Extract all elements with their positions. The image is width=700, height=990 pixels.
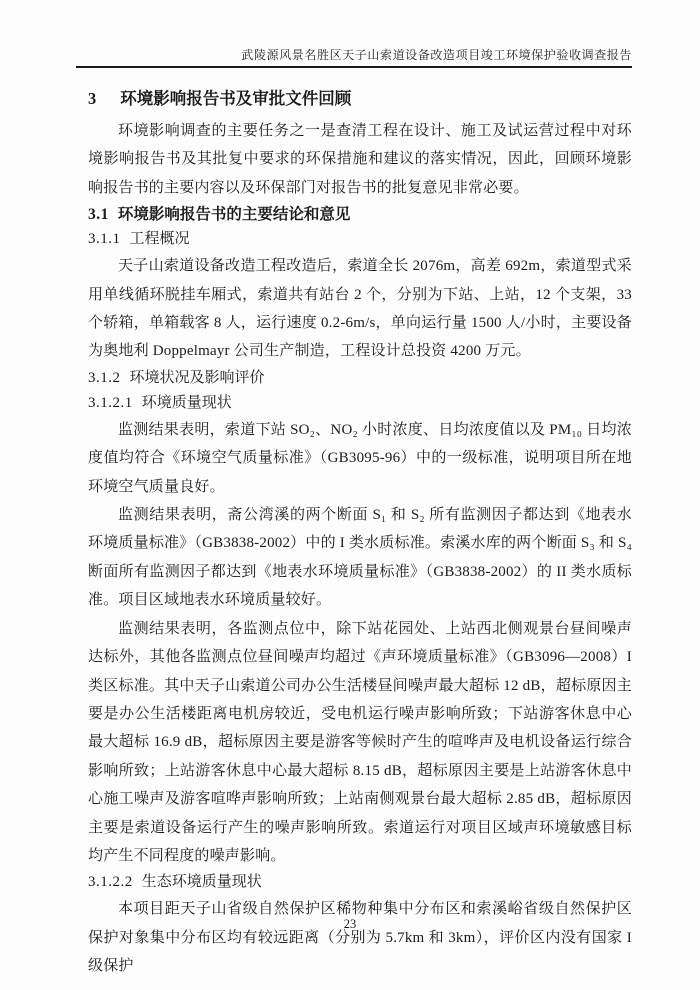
chapter-number: 3 [88, 89, 97, 108]
document-body [88, 87, 632, 981]
chapter-heading [88, 87, 632, 111]
section-3-1-2-2-title: 生态环境质量现状 [141, 874, 262, 891]
section-3-1-2-1-title: 环境质量现状 [141, 394, 232, 411]
ecology-paragraph: 本项目距天子山省级自然保护区稀物种集中分布区和索溪峪省级自然保护区保护对象集中分布区均有较远距离（分别为 5.7km 和 3km），评价区内没有国家 I 级保护 [88, 901, 632, 975]
section-3-1-2-1-number: 3.1.2.1 [88, 394, 133, 411]
section-3-1-title: 环境影响报告书的主要结论和意见 [117, 206, 351, 224]
section-heading-3-1-1 [88, 227, 632, 252]
section-heading-3-1-2-2 [88, 870, 632, 895]
running-header [88, 48, 632, 68]
surface-water-paragraph: 监测结果表明，斋公湾溪的两个断面 S₁ 和 S₂ 所有监测因子都达到《地表水环境质量标准》（GB3838-2002）中的 I 类水质标准。索溪水库的两个断面 S₃ 和 S₄ 断面所有监测因子都达到《地表水环境质量标准》（GB3838-2002）的 II 类水质标准。项目区域地表水环境质量较好。 [88, 507, 632, 609]
header-rule [76, 66, 632, 68]
section-3-1-2-number: 3.1.2 [88, 369, 121, 386]
section-3-1-1-title: 工程概况 [129, 231, 190, 248]
section-3-1-number: 3.1 [88, 206, 109, 224]
section-heading-3-1-2-1 [88, 391, 632, 416]
noise-paragraph: 监测结果表明，各监测点位中，除下站花园处、上站西北侧观景台昼间噪声达标外，其他各监测点位昼间噪声均超过《声环境质量标准》（GB3096—2008）I 类区标准。其中天子山索道公司办公生活楼昼间噪声最大超标 12 dB，超标原因主要是办公生活楼距离电机房较近，受电机运行噪声影响所致；下站游客休息中心最大超标 16.9 dB，超标原因主要是游客等候时产生的喧哗声及电机设备运行综合影响所致；上站游客休息中心最大超标 8.15 dB，超标原因主要是上站游客休息中心施工噪声及游客喧哗声影响所致；上站南侧观景台最大超标 2.85 dB，超标原因主要是索道设备运行产生的噪声影响所致。索道运行对项目区域声环境敏感目标均产生不同程度的噪声影响。 [88, 620, 632, 864]
air-quality-paragraph: 监测结果表明，索道下站 SO₂、NO₂ 小时浓度、日均浓度值以及 PM₁₀ 日均浓度值均符合《环境空气质量标准》（GB3095-96）中的一级标准，说明项目所在地环境空气质量良好。 [88, 421, 632, 495]
page-number: 23 [343, 917, 357, 931]
section-3-1-2-2-number: 3.1.2.2 [88, 874, 133, 891]
running-header-title: 武陵源风景名胜区天子山索道设备改造项目竣工环境保护验收调查报告 [241, 48, 632, 62]
section-heading-3-1-2 [88, 366, 632, 391]
section-heading-3-1 [88, 202, 632, 227]
project-overview-paragraph: 天子山索道设备改造工程改造后，索道全长 2076m，高差 692m，索道型式采用单线循环脱挂车厢式，索道共有站台 2 个，分别为下站、上站，12 个支架，33 个轿箱，单箱载客 8 人，运行速度 0.2-6m/s，单向运行量 1500 人/小时，主要设备为奥地利 Doppelmayr 公司生产制造，工程设计总投资 4200 万元。 [88, 258, 632, 360]
chapter-title: 环境影响报告书及审批文件回顾 [120, 89, 352, 108]
intro-paragraph: 环境影响调查的主要任务之一是查清工程在设计、施工及试运营过程中对环境影响报告书及其批复中要求的环保措施和建议的落实情况，因此，回顾环境影响报告书的主要内容以及环保部门对报告书的批复意见非常必要。 [88, 123, 632, 196]
section-3-1-2-title: 环境状况及影响评价 [129, 369, 265, 386]
section-3-1-1-number: 3.1.1 [88, 231, 121, 248]
